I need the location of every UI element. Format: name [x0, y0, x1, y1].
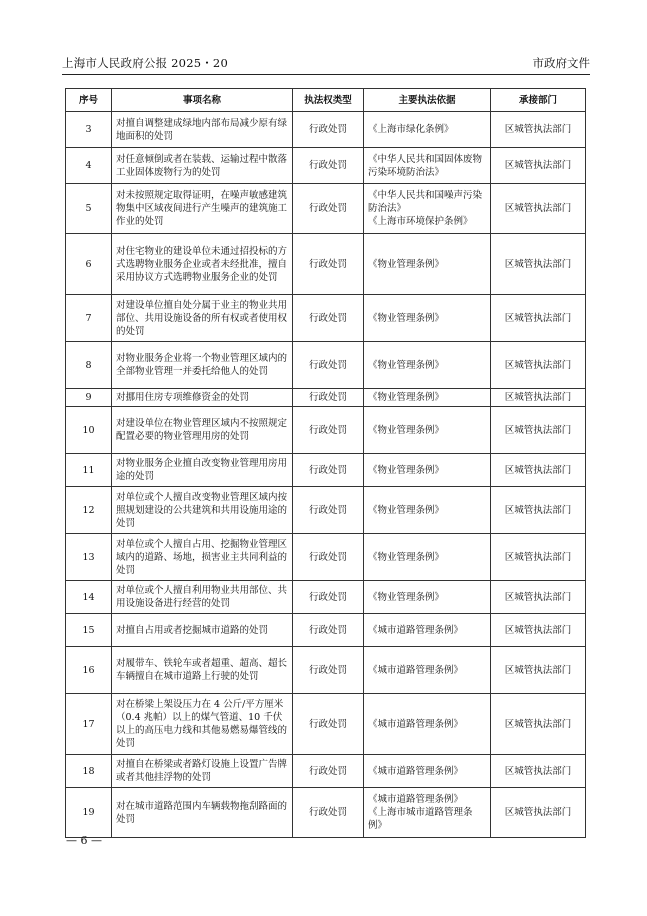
table-row — [66, 295, 586, 342]
responsible-department: 区城管执法部门 — [491, 614, 586, 647]
legal-basis: 《物业管理条例》 — [364, 534, 491, 581]
enforcement-type: 行政处罚 — [293, 614, 364, 647]
legal-basis: 《城市道路管理条例》 《上海市城市道路管理条例》 — [364, 788, 491, 838]
legal-basis: 《物业管理条例》 — [364, 342, 491, 389]
enforcement-type: 行政处罚 — [293, 234, 364, 295]
item-name: 对任意倾倒或者在装载、运输过程中散落工业固体废物行为的处罚 — [112, 148, 293, 184]
legal-basis: 《中华人民共和国噪声污染防治法》 《上海市环境保护条例》 — [364, 184, 491, 234]
responsible-department: 区城管执法部门 — [491, 581, 586, 614]
item-name: 对单位或个人擅自占用、挖掘物业管理区域内的道路、场地，损害业主共同利益的处罚 — [112, 534, 293, 581]
table-row — [66, 234, 586, 295]
row-number: 3 — [66, 112, 112, 148]
row-number: 7 — [66, 295, 112, 342]
enforcement-type: 行政处罚 — [293, 407, 364, 454]
enforcement-table — [65, 88, 586, 838]
item-name: 对擅自在桥梁或者路灯设施上设置广告牌或者其他挂浮物的处罚 — [112, 755, 293, 788]
legal-basis: 《中华人民共和国固体废物污染环境防治法》 — [364, 148, 491, 184]
legal-basis: 《物业管理条例》 — [364, 487, 491, 534]
table-row — [66, 614, 586, 647]
responsible-department: 区城管执法部门 — [491, 788, 586, 838]
table-row — [66, 487, 586, 534]
responsible-department: 区城管执法部门 — [491, 112, 586, 148]
item-name: 对擅自占用或者挖掘城市道路的处罚 — [112, 614, 293, 647]
enforcement-type: 行政处罚 — [293, 389, 364, 407]
table-row — [66, 407, 586, 454]
enforcement-type: 行政处罚 — [293, 647, 364, 694]
legal-basis: 《物业管理条例》 — [364, 389, 491, 407]
responsible-department: 区城管执法部门 — [491, 389, 586, 407]
row-number: 11 — [66, 454, 112, 487]
publication-title: 上海市人民政府公报 2025・20 — [62, 56, 228, 70]
page-number: — 6 — — [66, 834, 102, 847]
item-name: 对擅自调整建成绿地内部布局减少原有绿地面积的处罚 — [112, 112, 293, 148]
row-number: 14 — [66, 581, 112, 614]
table-row — [66, 112, 586, 148]
item-name: 对未按照规定取得证明，在噪声敏感建筑物集中区域夜间进行产生噪声的建筑施工作业的处罚 — [112, 184, 293, 234]
item-name: 对在城市道路范围内车辆载物拖刮路面的处罚 — [112, 788, 293, 838]
enforcement-type: 行政处罚 — [293, 694, 364, 755]
legal-basis: 《物业管理条例》 — [364, 407, 491, 454]
enforcement-type: 行政处罚 — [293, 112, 364, 148]
item-name: 对单位或个人擅自改变物业管理区域内按照规划建设的公共建筑和共用设施用途的处罚 — [112, 487, 293, 534]
enforcement-type: 行政处罚 — [293, 295, 364, 342]
enforcement-type: 行政处罚 — [293, 581, 364, 614]
enforcement-type: 行政处罚 — [293, 487, 364, 534]
responsible-department: 区城管执法部门 — [491, 295, 586, 342]
legal-basis: 《城市道路管理条例》 — [364, 647, 491, 694]
table-header-row — [66, 89, 586, 112]
table-row — [66, 755, 586, 788]
legal-basis: 《城市道路管理条例》 — [364, 614, 491, 647]
table-row — [66, 788, 586, 838]
item-name: 对在桥梁上架设压力在 4 公斤/平方厘米（0.4 兆帕）以上的煤气管道、10 千伏以上的高压电力线和其他易燃易爆管线的处罚 — [112, 694, 293, 755]
table-row — [66, 647, 586, 694]
legal-basis: 《城市道路管理条例》 — [364, 694, 491, 755]
enforcement-type: 行政处罚 — [293, 788, 364, 838]
table-row — [66, 581, 586, 614]
enforcement-type: 行政处罚 — [293, 755, 364, 788]
column-header-dept: 承接部门 — [491, 89, 586, 112]
table-row — [66, 389, 586, 407]
responsible-department: 区城管执法部门 — [491, 342, 586, 389]
row-number: 13 — [66, 534, 112, 581]
column-header-basis: 主要执法依据 — [364, 89, 491, 112]
legal-basis: 《物业管理条例》 — [364, 234, 491, 295]
item-name: 对物业服务企业将一个物业管理区域内的全部物业管理一并委托给他人的处罚 — [112, 342, 293, 389]
table-row — [66, 148, 586, 184]
responsible-department: 区城管执法部门 — [491, 454, 586, 487]
responsible-department: 区城管执法部门 — [491, 647, 586, 694]
responsible-department: 区城管执法部门 — [491, 534, 586, 581]
responsible-department: 区城管执法部门 — [491, 148, 586, 184]
row-number: 12 — [66, 487, 112, 534]
row-number: 15 — [66, 614, 112, 647]
enforcement-type: 行政处罚 — [293, 534, 364, 581]
column-header-name: 事项名称 — [112, 89, 293, 112]
item-name: 对挪用住房专项维修资金的处罚 — [112, 389, 293, 407]
row-number: 6 — [66, 234, 112, 295]
row-number: 19 — [66, 788, 112, 838]
legal-basis: 《物业管理条例》 — [364, 581, 491, 614]
row-number: 8 — [66, 342, 112, 389]
responsible-department: 区城管执法部门 — [491, 407, 586, 454]
row-number: 4 — [66, 148, 112, 184]
enforcement-type: 行政处罚 — [293, 342, 364, 389]
enforcement-type: 行政处罚 — [293, 184, 364, 234]
column-header-type: 执法权类型 — [293, 89, 364, 112]
table-row — [66, 694, 586, 755]
legal-basis: 《上海市绿化条例》 — [364, 112, 491, 148]
legal-basis: 《物业管理条例》 — [364, 454, 491, 487]
row-number: 9 — [66, 389, 112, 407]
item-name: 对履带车、铁轮车或者超重、超高、超长车辆擅自在城市道路上行驶的处罚 — [112, 647, 293, 694]
column-header-no: 序号 — [66, 89, 112, 112]
row-number: 16 — [66, 647, 112, 694]
item-name: 对单位或个人擅自利用物业共用部位、共用设施设备进行经营的处罚 — [112, 581, 293, 614]
responsible-department: 区城管执法部门 — [491, 755, 586, 788]
row-number: 17 — [66, 694, 112, 755]
enforcement-type: 行政处罚 — [293, 148, 364, 184]
responsible-department: 区城管执法部门 — [491, 234, 586, 295]
row-number: 10 — [66, 407, 112, 454]
enforcement-type: 行政处罚 — [293, 454, 364, 487]
row-number: 5 — [66, 184, 112, 234]
responsible-department: 区城管执法部门 — [491, 487, 586, 534]
item-name: 对物业服务企业擅自改变物业管理用房用途的处罚 — [112, 454, 293, 487]
item-name: 对建设单位在物业管理区域内不按照规定配置必要的物业管理用房的处罚 — [112, 407, 293, 454]
section-label: 市政府文件 — [532, 56, 590, 70]
table-row — [66, 342, 586, 389]
table-row — [66, 184, 586, 234]
table-row — [66, 454, 586, 487]
header-rule — [62, 74, 590, 75]
table-row — [66, 534, 586, 581]
item-name: 对建设单位擅自处分属于业主的物业共用部位、共用设施设备的所有权或者使用权的处罚 — [112, 295, 293, 342]
legal-basis: 《物业管理条例》 — [364, 295, 491, 342]
row-number: 18 — [66, 755, 112, 788]
item-name: 对住宅物业的建设单位未通过招投标的方式选聘物业服务企业或者未经批准，擅自采用协议方式选聘物业服务企业的处罚 — [112, 234, 293, 295]
responsible-department: 区城管执法部门 — [491, 694, 586, 755]
responsible-department: 区城管执法部门 — [491, 184, 586, 234]
legal-basis: 《城市道路管理条例》 — [364, 755, 491, 788]
